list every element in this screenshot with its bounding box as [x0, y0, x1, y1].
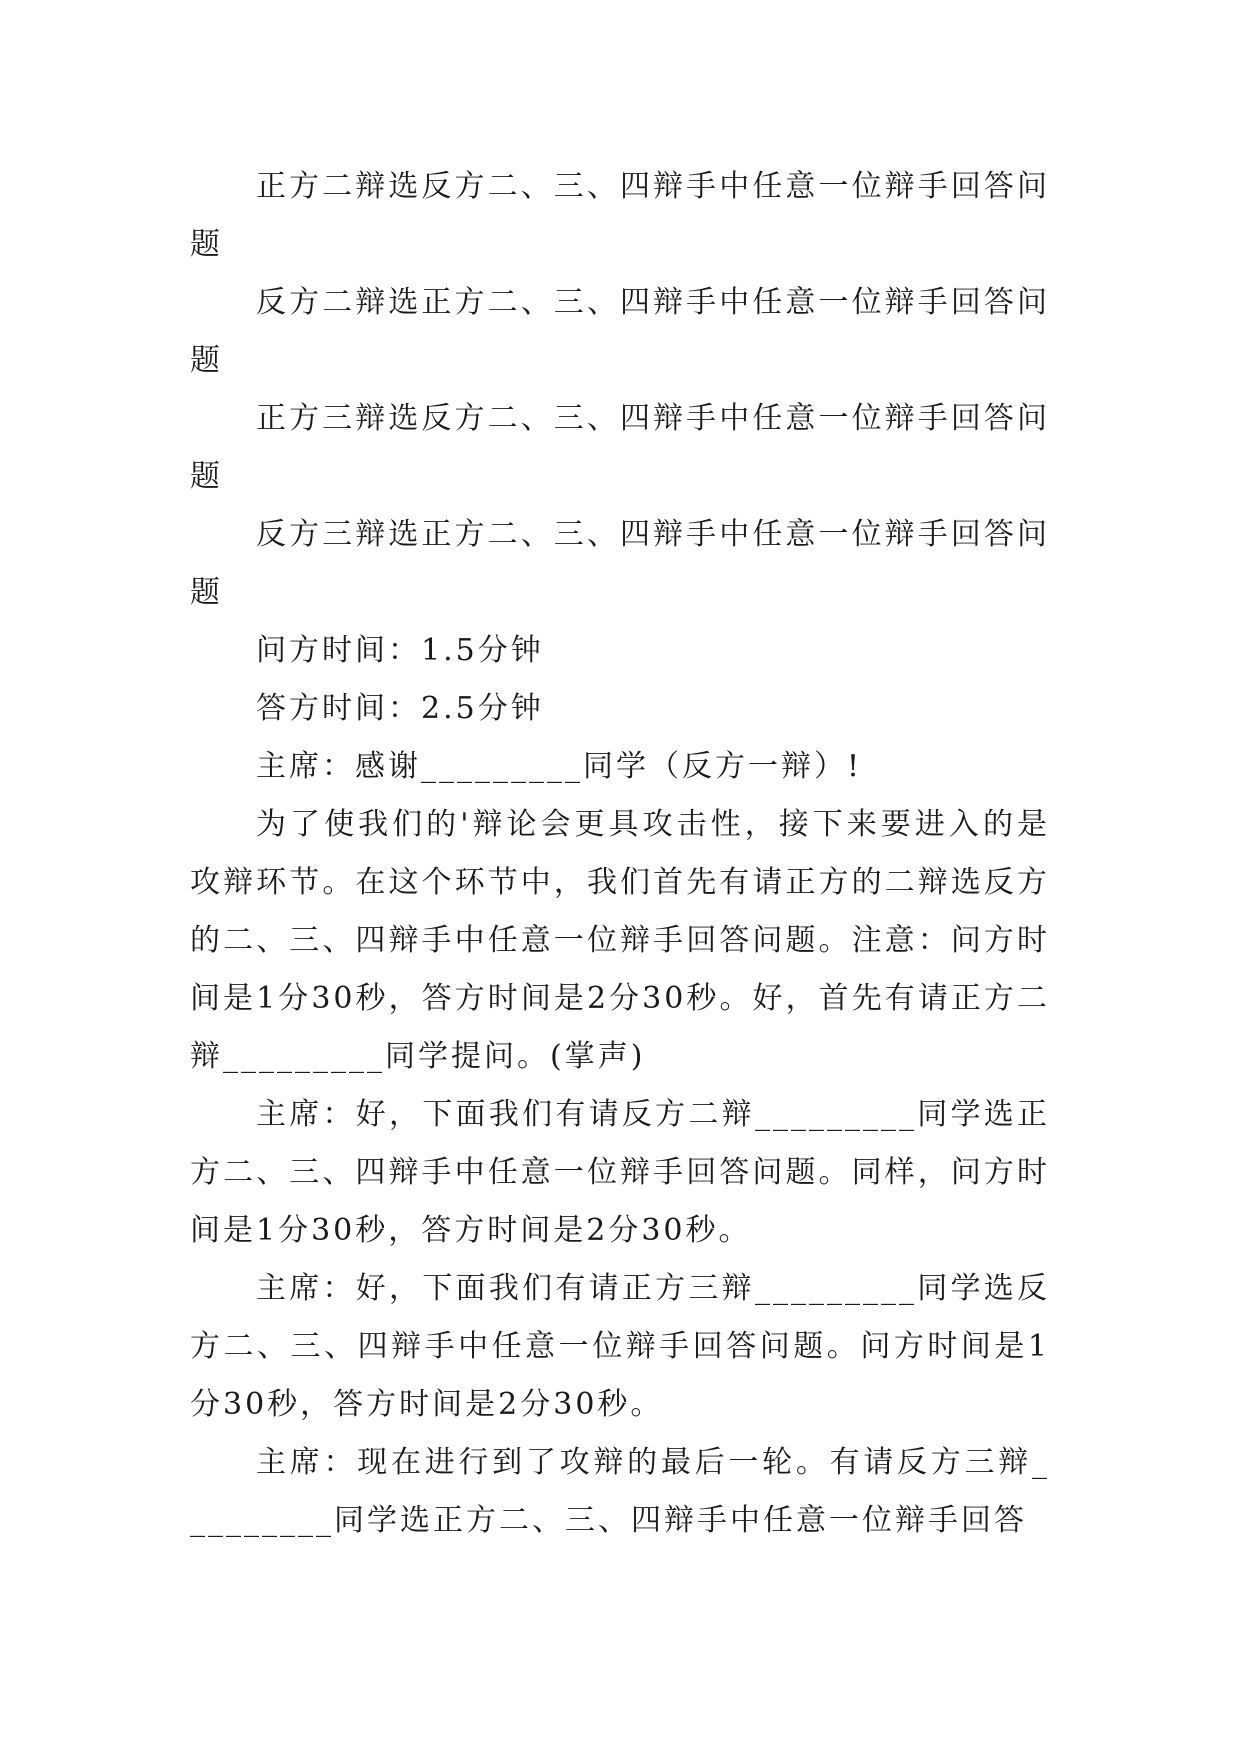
paragraph-chair-2: 主席：好，下面我们有请反方二辩_________同学选正方二、三、四辩手中任意一位辩手回答问题。同样，问方时间是1分30秒，答方时间是2分30秒。 — [190, 1097, 1050, 1248]
document-page — [190, 158, 1050, 1550]
paragraph-chair-4: 主席：现在进行到了攻辩的最后一轮。有请反方三辩_________同学选正方二、三、四辩手中任意一位辩手回答 — [190, 1445, 1050, 1538]
paragraph-intro: 为了使我们的'辩论会更具攻击性，接下来要进入的是攻辩环节。在这个环节中，我们首先有请正方的二辩选反方的二、三、四辩手中任意一位辩手回答问题。注意：问方时间是1分30秒，答方时间是2分30秒。好，首先有请正方二辩_________同学提问。(掌声) — [190, 807, 1050, 1074]
paragraph-4: 反方三辩选正方二、三、四辩手中任意一位辩手回答问题 — [190, 517, 1050, 610]
paragraph-3: 正方三辩选反方二、三、四辩手中任意一位辩手回答问题 — [190, 401, 1050, 494]
paragraph-ask-time: 问方时间：1.5分钟 — [256, 633, 544, 668]
paragraph-1: 正方二辩选反方二、三、四辩手中任意一位辩手回答问题 — [190, 169, 1050, 262]
paragraph-chair-3: 主席：好，下面我们有请正方三辩_________同学选反方二、三、四辩手中任意一位辩手回答问题。问方时间是1分30秒，答方时间是2分30秒。 — [190, 1271, 1050, 1422]
paragraph-answer-time: 答方时间：2.5分钟 — [256, 691, 544, 726]
paragraph-2: 反方二辩选正方二、三、四辩手中任意一位辩手回答问题 — [190, 285, 1050, 378]
paragraph-chair-thanks: 主席：感谢_________同学（反方一辩）! — [256, 749, 863, 784]
